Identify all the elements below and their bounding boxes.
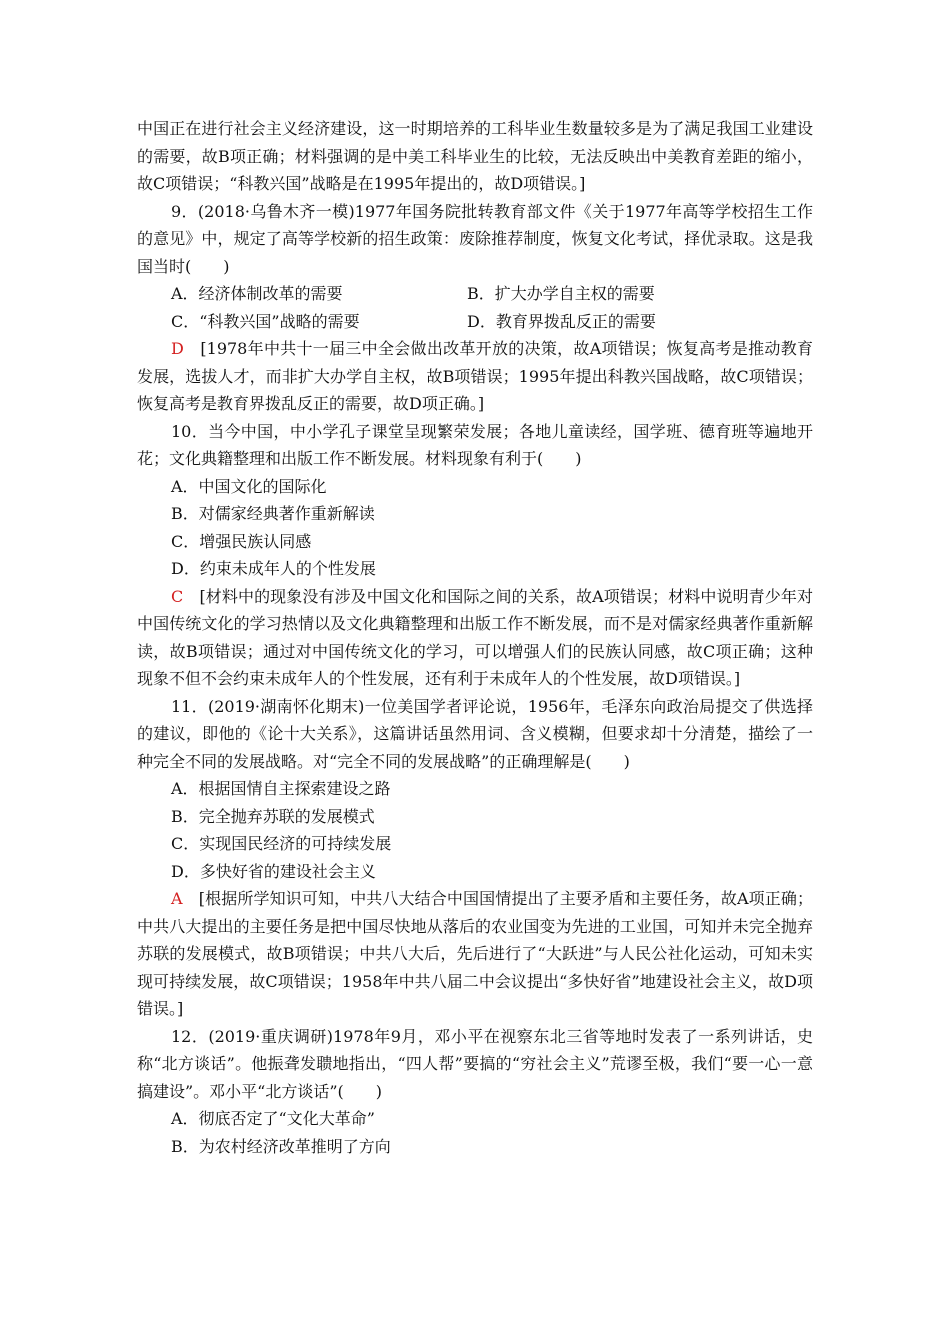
question-stem: 11．(2019·湖南怀化期末)一位美国学者评论说，1956年，毛泽东向政治局提交了供选择的建议，即他的《论十大关系》，这篇讲话虽然用词、含义模糊，但要求却十分清楚，描绘了一种完全不同的发展战略。对“完全不同的发展战略”的正确理解是( ) (137, 696, 813, 771)
question-stem: 10．当今中国，中小学孔子课堂呈现繁荣发展；各地儿童读经，国学班、德育班等遍地开花；文化典籍整理和出版工作不断发展。材料现象有利于( ) (137, 421, 813, 468)
explanation-text: [1978年中共十一届三中全会做出改革开放的决策，故A项错误；恢复高考是推动教育发展，选拔人才，而非扩大办学自主权，故B项错误；1995年提出科教兴国战略，故C项错误；恢复高考是教育界拨乱反正的需要，故D项正确。] (137, 339, 813, 413)
answer-letter: A (171, 889, 183, 908)
option-c: C．“科教兴国”战略的需要 (171, 311, 360, 331)
option-b: B．扩大办学自主权的需要 (467, 284, 655, 303)
option-a: A．彻底否定了“文化大革命” (171, 1109, 375, 1128)
carryover-explanation: 中国正在进行社会主义经济建设，这一时期培养的工科毕业生数量较多是为了满足我国工业建设的需要，故B项正确；材料强调的是中美工科毕业生的比较，无法反映出中美教育差距的缩小，故C项错误；“科教兴国”战略是在1995年提出的，故D项错误。] (137, 119, 813, 193)
answer-letter: C (171, 586, 184, 606)
option-a: A．经济体制改革的需要 (171, 284, 343, 303)
option-d: D．多快好省的建设社会主义 (171, 861, 376, 881)
option-a: A．根据国情自主探索建设之路 (171, 779, 391, 798)
option-d: D．约束未成年人的个性发展 (171, 559, 376, 578)
question-11 (137, 693, 813, 1023)
answer-explanation (137, 335, 813, 418)
question-12 (137, 1023, 813, 1161)
question-stem: 12．(2019·重庆调研)1978年9月，邓小平在视察东北三省等地时发表了一系列讲话，史称“北方谈话”。他振聋发聩地指出，“四人帮”要搞的“穷社会主义”荒谬至极，我们“要一心一意搞建设”。邓小平“北方谈话”( ) (137, 1026, 813, 1101)
question-10 (137, 418, 813, 693)
question-9 (137, 198, 813, 418)
explanation-text: [材料中的现象没有涉及中国文化和国际之间的关系，故A项错误；材料中说明青少年对中国传统文化的学习热情以及文化典籍整理和出版工作不断发展，而不是对儒家经典著作重新解读，故B项错误；通过对中国传统文化的学习，可以增强人们的民族认同感，故C项正确；这种现象不但不会约束未成年人的个性发展，还有利于未成年人的个性发展，故D项错误。] (137, 586, 813, 688)
option-b: B．对儒家经典著作重新解读 (171, 504, 375, 523)
question-stem: 9．(2018·乌鲁木齐一模)1977年国务院批转教育部文件《关于1977年高等学校招生工作的意见》中，规定了高等学校新的招生政策：废除推荐制度，恢复文化考试，择优录取。这是我国当时( ) (137, 201, 813, 276)
option-c: C．实现国民经济的可持续发展 (171, 834, 392, 853)
option-b: B．完全抛弃苏联的发展模式 (171, 806, 375, 826)
option-row (137, 308, 813, 336)
option-row (137, 280, 813, 308)
option-a: A．中国文化的国际化 (171, 476, 327, 496)
answer-letter: D (171, 339, 184, 358)
option-b: B．为农村经济改革推明了方向 (171, 1136, 391, 1156)
explanation-text: [根据所学知识可知，中共八大结合中国国情提出了主要矛盾和主要任务，故A项正确；中共八大提出的主要任务是把中国尽快地从落后的农业国变为先进的工业国，可知并未完全抛弃苏联的发展模式，故B项错误；中共八大后，先后进行了“大跃进”与人民公社化运动，可知未实现可持续发展，故C项错误；1958年中共八届二中会议提出“多快好省”地建设社会主义，故D项错误。] (137, 889, 813, 1018)
answer-explanation (137, 583, 813, 693)
option-c: C．增强民族认同感 (171, 531, 312, 551)
document-body (137, 115, 813, 1160)
answer-explanation (137, 885, 813, 1023)
option-d: D．教育界拨乱反正的需要 (467, 311, 656, 331)
